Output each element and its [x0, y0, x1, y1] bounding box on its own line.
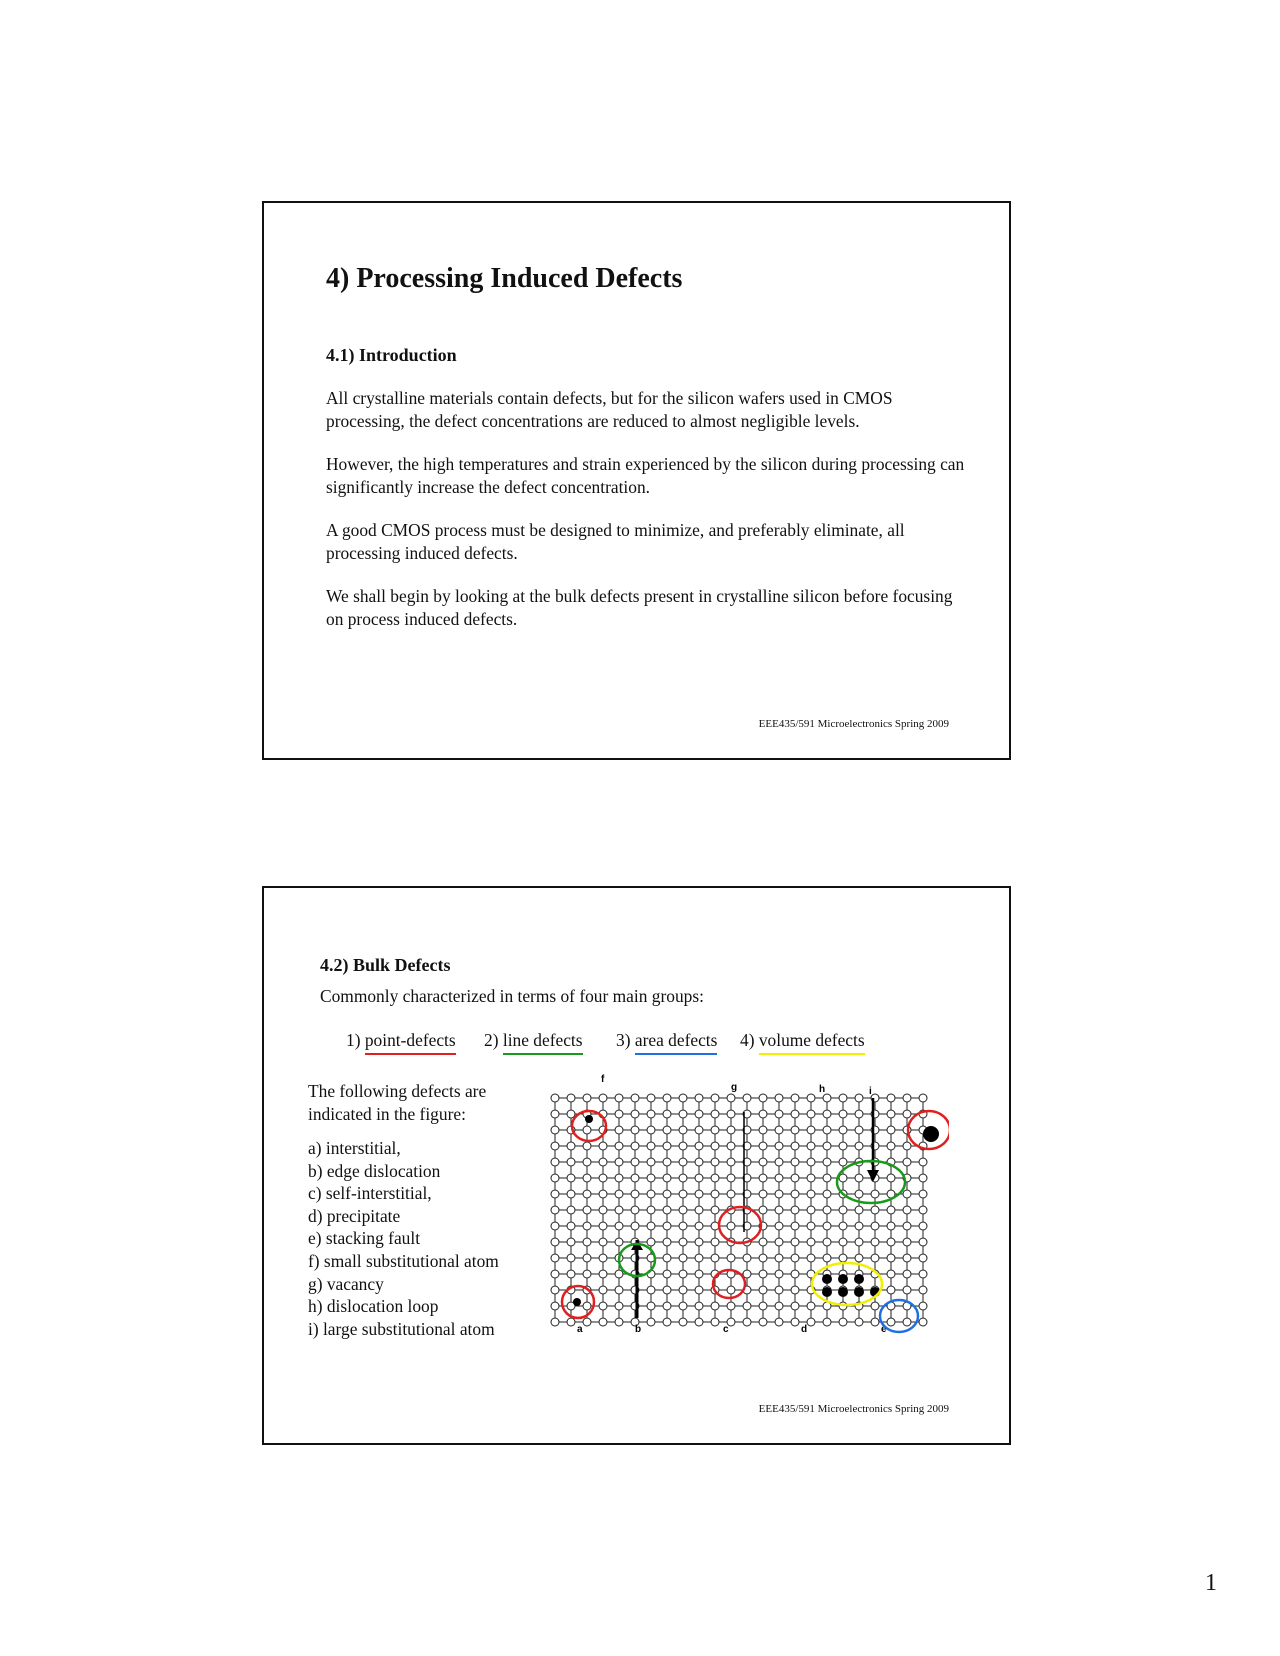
figure-intro: The following defects are indicated in the figure:	[308, 1081, 487, 1124]
figure-letter-g: g	[731, 1082, 738, 1093]
list-item: h) dislocation loop	[308, 1296, 439, 1317]
paragraph-4: We shall begin by looking at the bulk defects present in crystalline silicon before focusing on process induced defects.	[326, 586, 953, 629]
slide-bulk-defects	[262, 886, 1011, 1445]
figure-letter-c: c	[723, 1324, 729, 1335]
section-heading: 4.1) Introduction	[326, 345, 457, 365]
group-number: 2)	[484, 1030, 499, 1050]
group-volume-defects	[740, 1030, 865, 1055]
list-item: a) interstitial,	[308, 1138, 401, 1158]
group-area-defects	[616, 1030, 717, 1055]
figure-letter-a: a	[577, 1324, 583, 1335]
defect-markers	[573, 1098, 939, 1318]
list-item: i) large substitutional atom	[308, 1318, 495, 1339]
figure-letter-d: d	[801, 1324, 808, 1335]
list-item: c) self-interstitial,	[308, 1183, 432, 1204]
lead-text: Commonly characterized in terms of four main groups:	[320, 986, 704, 1006]
slide-footer: EEE435/591 Microelectronics Spring 2009	[758, 718, 949, 730]
page-number: 1	[1205, 1570, 1217, 1596]
figure-letter-h: h	[819, 1084, 826, 1095]
list-item: f) small substitutional atom	[308, 1250, 499, 1271]
list-item: b) edge dislocation	[308, 1160, 441, 1181]
paragraph-1: All crystalline materials contain defects, but for the silicon wafers used in CMOS processing, the defect concentrations are reduced to almost negligible levels.	[326, 388, 893, 431]
slide-intro	[262, 201, 1011, 760]
group-number: 1)	[346, 1030, 361, 1050]
list-item: g) vacancy	[308, 1273, 384, 1294]
group-number: 3)	[616, 1030, 631, 1050]
group-label: volume defects	[759, 1030, 865, 1055]
crystal-lattice-figure	[549, 1074, 949, 1336]
defect-list	[308, 1137, 499, 1340]
figure-letter-f: f	[601, 1074, 605, 1085]
figure-letter-b: b	[635, 1324, 642, 1335]
paragraph-3: A good CMOS process must be designed to minimize, and preferably eliminate, all processing induced defects.	[326, 520, 905, 563]
figure-letter-i: i	[869, 1086, 872, 1097]
list-item: e) stacking fault	[308, 1228, 421, 1249]
group-number: 4)	[740, 1030, 755, 1050]
section-heading: 4.2) Bulk Defects	[320, 955, 451, 975]
slide-title: 4) Processing Induced Defects	[326, 263, 683, 294]
group-line-defects	[484, 1030, 583, 1055]
group-label: point-defects	[365, 1030, 456, 1055]
list-item: d) precipitate	[308, 1205, 401, 1226]
paragraph-2: However, the high temperatures and strain experienced by the silicon during processing can significantly increase the defect concentration.	[326, 454, 965, 497]
group-label: area defects	[635, 1030, 718, 1055]
figure-letter-e: e	[881, 1324, 887, 1335]
group-point-defects	[346, 1030, 456, 1055]
slide-footer: EEE435/591 Microelectronics Spring 2009	[758, 1403, 949, 1415]
group-label: line defects	[503, 1030, 583, 1055]
